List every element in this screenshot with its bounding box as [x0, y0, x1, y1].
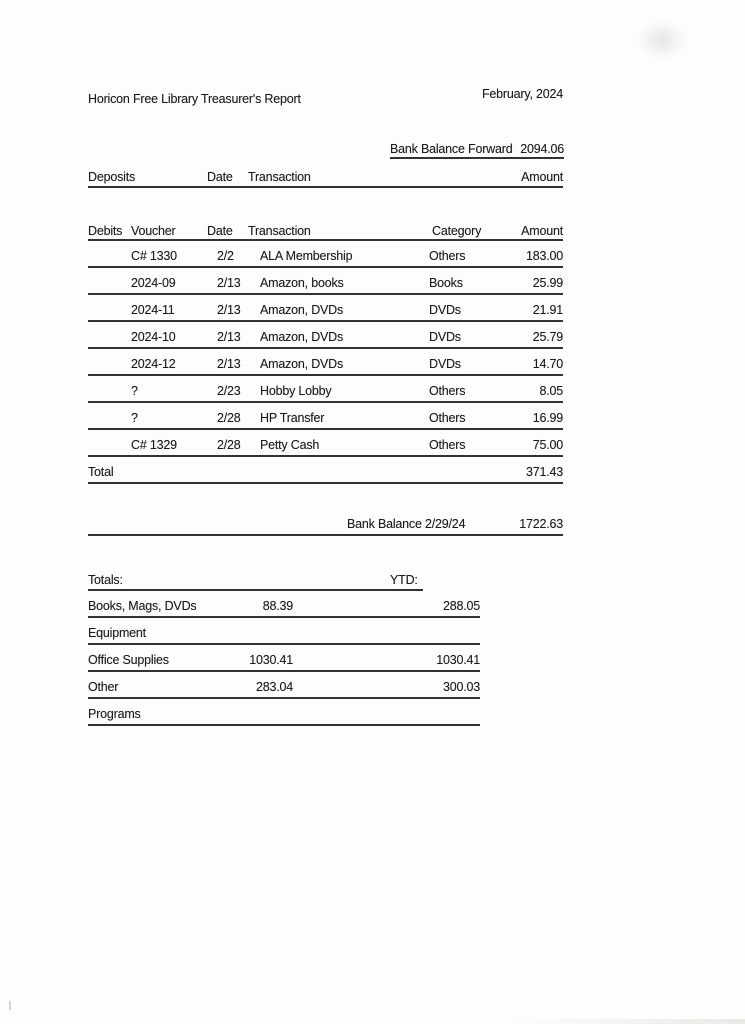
debit-transaction: ALA Membership	[260, 249, 353, 263]
debits-table	[88, 224, 563, 484]
debit-amount: 21.91	[532, 303, 563, 317]
totals-row-label: Other	[88, 680, 119, 694]
debit-date: 2/13	[217, 330, 241, 344]
debit-row	[88, 268, 563, 295]
debit-amount: 14.70	[532, 357, 563, 371]
debits-header-date: Date	[207, 224, 233, 238]
debit-row	[88, 403, 563, 430]
debits-total-row	[88, 457, 563, 484]
debit-date: 2/13	[217, 276, 241, 290]
totals-row-month: 1030.41	[249, 653, 293, 667]
deposits-header-row	[88, 170, 563, 188]
debit-transaction: Amazon, DVDs	[260, 357, 344, 371]
totals-row	[88, 618, 480, 645]
debit-voucher: 2024-12	[131, 357, 176, 371]
totals-row-ytd: 288.05	[442, 599, 480, 613]
debit-row	[88, 241, 563, 268]
totals-row-label: Books, Mags, DVDs	[88, 599, 197, 613]
debits-header-voucher: Voucher	[131, 224, 176, 238]
debits-header-category: Category	[432, 224, 482, 238]
debit-voucher: ?	[131, 411, 138, 425]
bank-balance-ending-row	[88, 515, 563, 536]
debit-transaction: Petty Cash	[260, 438, 320, 452]
totals-row-month: 88.39	[262, 599, 293, 613]
debit-amount: 25.79	[532, 330, 563, 344]
debit-category: DVDs	[429, 330, 461, 344]
totals-row-ytd: 300.03	[442, 680, 480, 694]
bank-balance-ending-label: Bank Balance 2/29/24	[347, 517, 466, 531]
debit-row	[88, 322, 563, 349]
totals-row	[88, 672, 480, 699]
debit-voucher: C# 1329	[131, 438, 177, 452]
debits-header-label: Debits	[88, 224, 123, 238]
debit-amount: 183.00	[525, 249, 563, 263]
report-title: Horicon Free Library Treasurer's Report	[88, 92, 301, 106]
debit-amount: 16.99	[532, 411, 563, 425]
debit-voucher: 2024-09	[131, 276, 176, 290]
scan-tick-artifact	[9, 1001, 11, 1010]
debit-amount: 75.00	[532, 438, 563, 452]
debit-category: Others	[429, 411, 466, 425]
deposits-header-transaction: Transaction	[248, 170, 311, 184]
totals-header-row	[88, 573, 423, 591]
totals-row-ytd: 1030.41	[436, 653, 480, 667]
report-date: February, 2024	[481, 87, 563, 101]
bank-balance-forward-label: Bank Balance Forward	[390, 142, 513, 156]
debit-transaction: Amazon, DVDs	[260, 303, 344, 317]
debit-amount: 8.05	[539, 384, 563, 398]
debit-voucher: ?	[131, 384, 138, 398]
debit-category: Others	[429, 249, 466, 263]
debit-transaction: Hobby Lobby	[260, 384, 332, 398]
bank-balance-ending-amount: 1722.63	[519, 517, 563, 531]
debit-row	[88, 349, 563, 376]
totals-row	[88, 699, 480, 726]
deposits-header-label: Deposits	[88, 170, 136, 184]
debit-date: 2/23	[217, 384, 241, 398]
totals-row-month: 283.04	[255, 680, 293, 694]
scan-smudge-artifact	[636, 20, 688, 60]
debits-total-label: Total	[88, 465, 114, 479]
totals-header-ytd: YTD:	[390, 573, 418, 587]
totals-row-label: Equipment	[88, 626, 146, 640]
debit-voucher: 2024-10	[131, 330, 176, 344]
debits-header-transaction: Transaction	[248, 224, 311, 238]
debit-date: 2/13	[217, 357, 241, 371]
debit-category: DVDs	[429, 303, 461, 317]
debit-date: 2/2	[217, 249, 234, 263]
debit-category: Books	[429, 276, 463, 290]
debit-voucher: 2024-11	[131, 303, 175, 317]
debit-voucher: C# 1330	[131, 249, 177, 263]
debit-row	[88, 430, 563, 457]
totals-header-label: Totals:	[88, 573, 123, 587]
debit-transaction: Amazon, DVDs	[260, 330, 344, 344]
debit-row	[88, 295, 563, 322]
debits-header-amount: Amount	[521, 224, 563, 238]
debit-amount: 25.99	[532, 276, 563, 290]
debit-transaction: Amazon, books	[260, 276, 344, 290]
debits-total-amount: 371.43	[525, 465, 563, 479]
totals-row-label: Office Supplies	[88, 653, 169, 667]
scan-edge-shadow-artifact	[510, 1019, 745, 1024]
debit-date: 2/28	[217, 438, 241, 452]
debit-transaction: HP Transfer	[260, 411, 325, 425]
debit-category: DVDs	[429, 357, 461, 371]
deposits-header-date: Date	[207, 170, 233, 184]
debit-date: 2/28	[217, 411, 241, 425]
debit-category: Others	[429, 438, 466, 452]
totals-row	[88, 645, 480, 672]
debit-category: Others	[429, 384, 466, 398]
totals-row-label: Programs	[88, 707, 141, 721]
totals-row	[88, 591, 480, 618]
debits-header-row	[88, 224, 563, 241]
debit-row	[88, 376, 563, 403]
bank-balance-forward-amount: 2094.06	[520, 142, 564, 156]
bank-balance-forward-row	[390, 142, 564, 159]
deposits-header-amount: Amount	[521, 170, 563, 184]
debit-date: 2/13	[217, 303, 241, 317]
totals-table	[88, 573, 480, 726]
